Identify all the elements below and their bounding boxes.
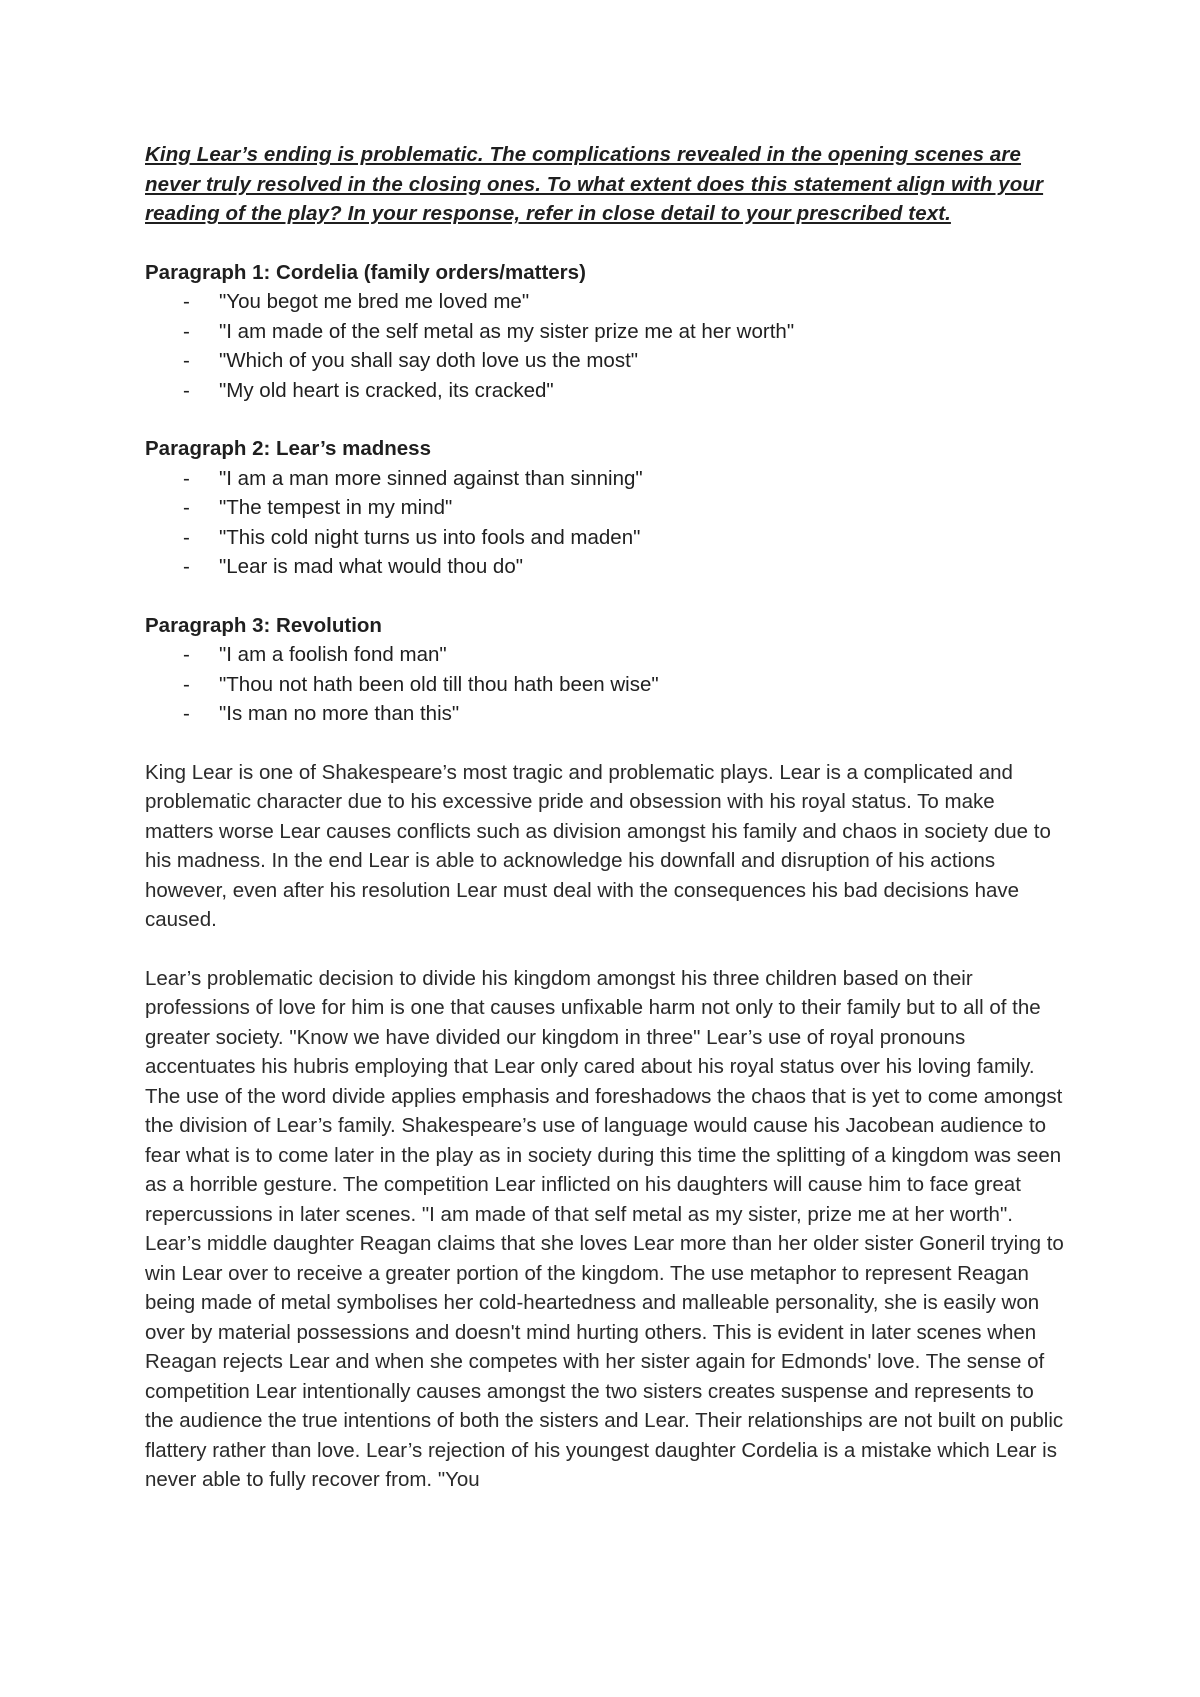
quote-item xyxy=(145,317,1065,347)
outline-section-2 xyxy=(145,434,1065,582)
quote-text: "Lear is mad what would thou do" xyxy=(219,555,524,578)
quote-item xyxy=(145,640,1065,670)
quote-text: "The tempest in my mind" xyxy=(219,496,453,519)
quote-item xyxy=(145,699,1065,729)
quote-text: "Which of you shall say doth love us the most" xyxy=(219,349,639,372)
bullet-dash: - xyxy=(183,496,190,519)
quote-item xyxy=(145,670,1065,700)
quote-item xyxy=(145,493,1065,523)
quote-text: "I am made of the self metal as my sister prize me at her worth" xyxy=(219,319,795,343)
quote-text: "Thou not hath been old till thou hath been wise" xyxy=(219,672,659,696)
bullet-dash: - xyxy=(183,672,190,696)
outline-heading: Paragraph 3: Revolution xyxy=(145,613,382,637)
quote-item xyxy=(145,552,1065,582)
bullet-dash: - xyxy=(183,319,190,343)
quote-item xyxy=(145,464,1065,494)
bullet-dash: - xyxy=(183,466,190,490)
quote-text: "Is man no more than this" xyxy=(219,702,460,725)
essay-prompt: King Lear’s ending is problematic. The complications revealed in the opening scenes are never truly resolved in the closing ones. To what extent does this statement align with your reading of the play? In your response, refer in close detail to your prescribed text. xyxy=(145,143,1044,225)
bullet-dash: - xyxy=(183,525,190,549)
quote-item xyxy=(145,287,1065,317)
quote-list xyxy=(145,464,1065,582)
quote-text: "This cold night turns us into fools and maden" xyxy=(219,525,641,549)
body-paragraph-1: Lear’s problematic decision to divide his kingdom amongst his three children based on their professions of love for him is one that causes unfixable harm not only to their family but to all of the greater society. "Know we have divided our kingdom in three" Lear’s use of royal pronouns accentuates his hubris employing that Lear only cared about his royal status over his loving family. The use of the word divide applies emphasis and foreshadows the chaos that is yet to come amongst the division of Lear’s family. Shakespeare’s use of language would cause his Jacobean audience to fear what is to come later in the play as in society during this time the splitting of a kingdom was seen as a horrible gesture. The competition Lear inflicted on his daughters will cause him to face great repercussions in later scenes. "I am made of that self metal as my sister, prize me at her worth". Lear’s middle daughter Reagan claims that she loves Lear more than her older sister Goneril trying to win Lear over to receive a greater portion of the kingdom. The use metaphor to represent Reagan being made of metal symbolises her cold-heartedness and malleable personality, she is easily won over by material possessions and doesn't mind hurting others. This is evident in later scenes when Reagan rejects Lear and when she competes with her sister again for Edmonds' love. The sense of competition Lear intentionally causes amongst the two sisters creates suspense and represents to the audience the true intentions of both the sisters and Lear. Their relationships are not built on public flattery rather than love. Lear’s rejection of his youngest daughter Cordelia is a mistake which Lear is never able to fully recover from. "You xyxy=(145,966,1064,1491)
outline-heading: Paragraph 2: Lear’s madness xyxy=(145,437,431,460)
bullet-dash: - xyxy=(183,555,190,578)
outline-section-1 xyxy=(145,258,1065,406)
bullet-dash: - xyxy=(183,290,190,313)
outline-heading: Paragraph 1: Cordelia (family orders/matters) xyxy=(145,260,586,284)
bullet-dash: - xyxy=(183,349,190,372)
bullet-dash: - xyxy=(183,378,190,402)
document-page xyxy=(145,140,1065,1524)
quote-item xyxy=(145,376,1065,406)
outline-section-3 xyxy=(145,611,1065,729)
quote-text: "I am a man more sinned against than sinning" xyxy=(219,466,643,490)
bullet-dash: - xyxy=(183,643,190,666)
body-paragraph-intro: King Lear is one of Shakespeare’s most tragic and problematic plays. Lear is a complicated and problematic character due to his excessive pride and obsession with his royal status. To make matters worse Lear causes conflicts such as division amongst his family and chaos in society due to his madness. In the end Lear is able to acknowledge his downfall and disruption of his actions however, even after his resolution Lear must deal with the consequences his bad decisions have caused. xyxy=(145,760,1051,931)
quote-list xyxy=(145,640,1065,729)
quote-item xyxy=(145,523,1065,553)
quote-text: "You begot me bred me loved me" xyxy=(219,290,530,313)
quote-text: "I am a foolish fond man" xyxy=(219,643,447,666)
quote-text: "My old heart is cracked, its cracked" xyxy=(219,378,554,402)
quote-item xyxy=(145,346,1065,376)
bullet-dash: - xyxy=(183,702,190,725)
quote-list xyxy=(145,287,1065,405)
